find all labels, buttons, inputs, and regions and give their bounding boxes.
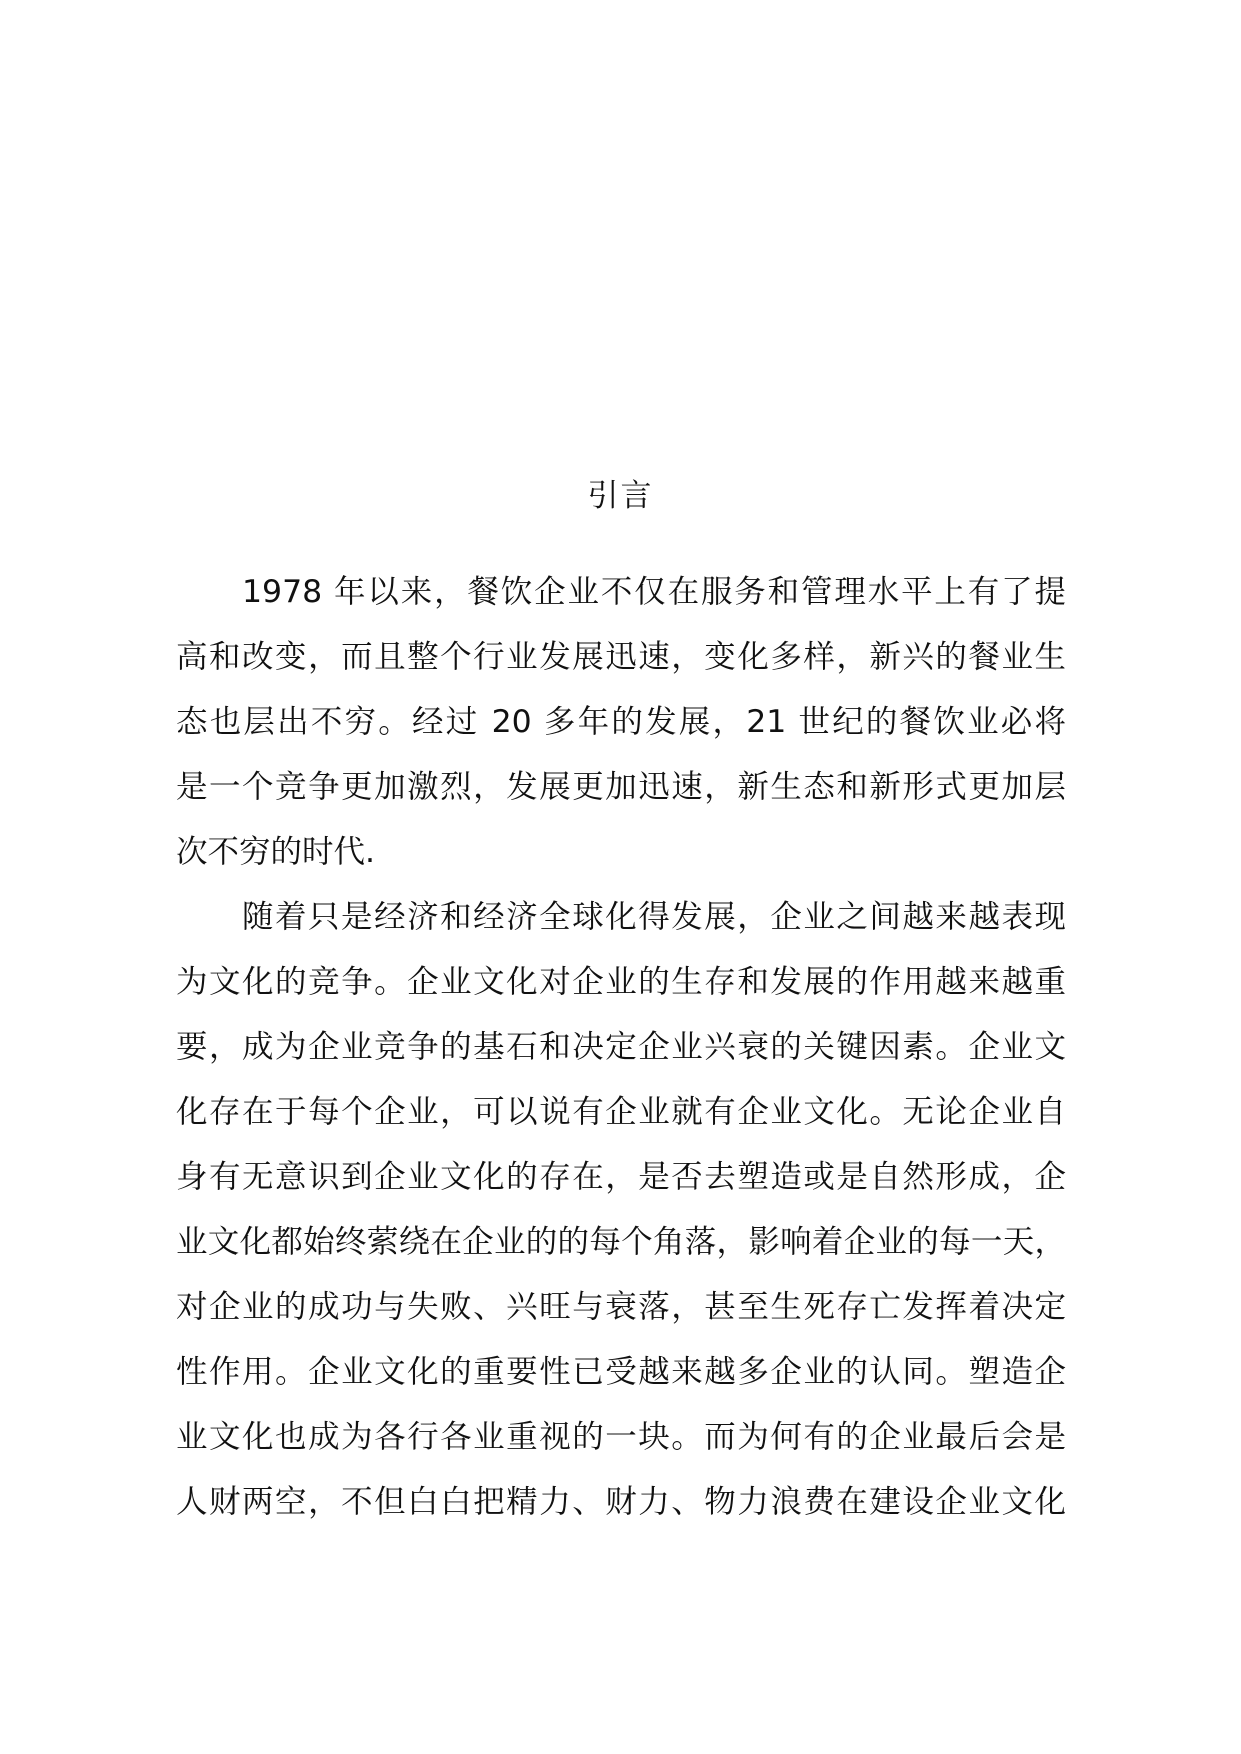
text-line: 1978 年以来，餐饮企业不仅在服务和管理水平上有了提	[242, 574, 1066, 610]
paragraph-1	[176, 560, 1066, 885]
text-line: 高和改变，而且整个行业发展迅速，变化多样，新兴的餐业生	[176, 639, 1066, 675]
paragraph-2	[176, 885, 1066, 1535]
text-line: 为文化的竞争。企业文化对企业的生存和发展的作用越来越重	[176, 964, 1066, 1000]
text-line: 是一个竞争更加激烈，发展更加迅速，新生态和新形式更加层	[176, 769, 1066, 805]
text-line: 随着只是经济和经济全球化得发展，企业之间越来越表现	[242, 899, 1066, 935]
text-line: 人财两空，不但白白把精力、财力、物力浪费在建设企业文化	[176, 1484, 1066, 1520]
text-line: 性作用。企业文化的重要性已受越来越多企业的认同。塑造企	[176, 1354, 1066, 1390]
text-line: 身有无意识到企业文化的存在，是否去塑造或是自然形成，企	[176, 1159, 1066, 1195]
section-heading: 引言	[587, 478, 654, 514]
text-line: 要，成为企业竞争的基石和决定企业兴衰的关键因素。企业文	[176, 1029, 1066, 1065]
text-line: 次不穷的时代.	[176, 834, 376, 870]
text-line: 业文化都始终萦绕在企业的的每个角落，影响着企业的每一天，	[176, 1224, 1066, 1260]
text-line: 态也层出不穷。经过 20 多年的发展，21 世纪的餐饮业必将	[176, 704, 1066, 740]
text-line: 业文化也成为各行各业重视的一块。而为何有的企业最后会是	[176, 1419, 1066, 1455]
body-text	[176, 560, 1066, 1535]
text-line: 化存在于每个企业，可以说有企业就有企业文化。无论企业自	[176, 1094, 1066, 1130]
text-line: 对企业的成功与失败、兴旺与衰落，甚至生死存亡发挥着决定	[176, 1289, 1066, 1325]
